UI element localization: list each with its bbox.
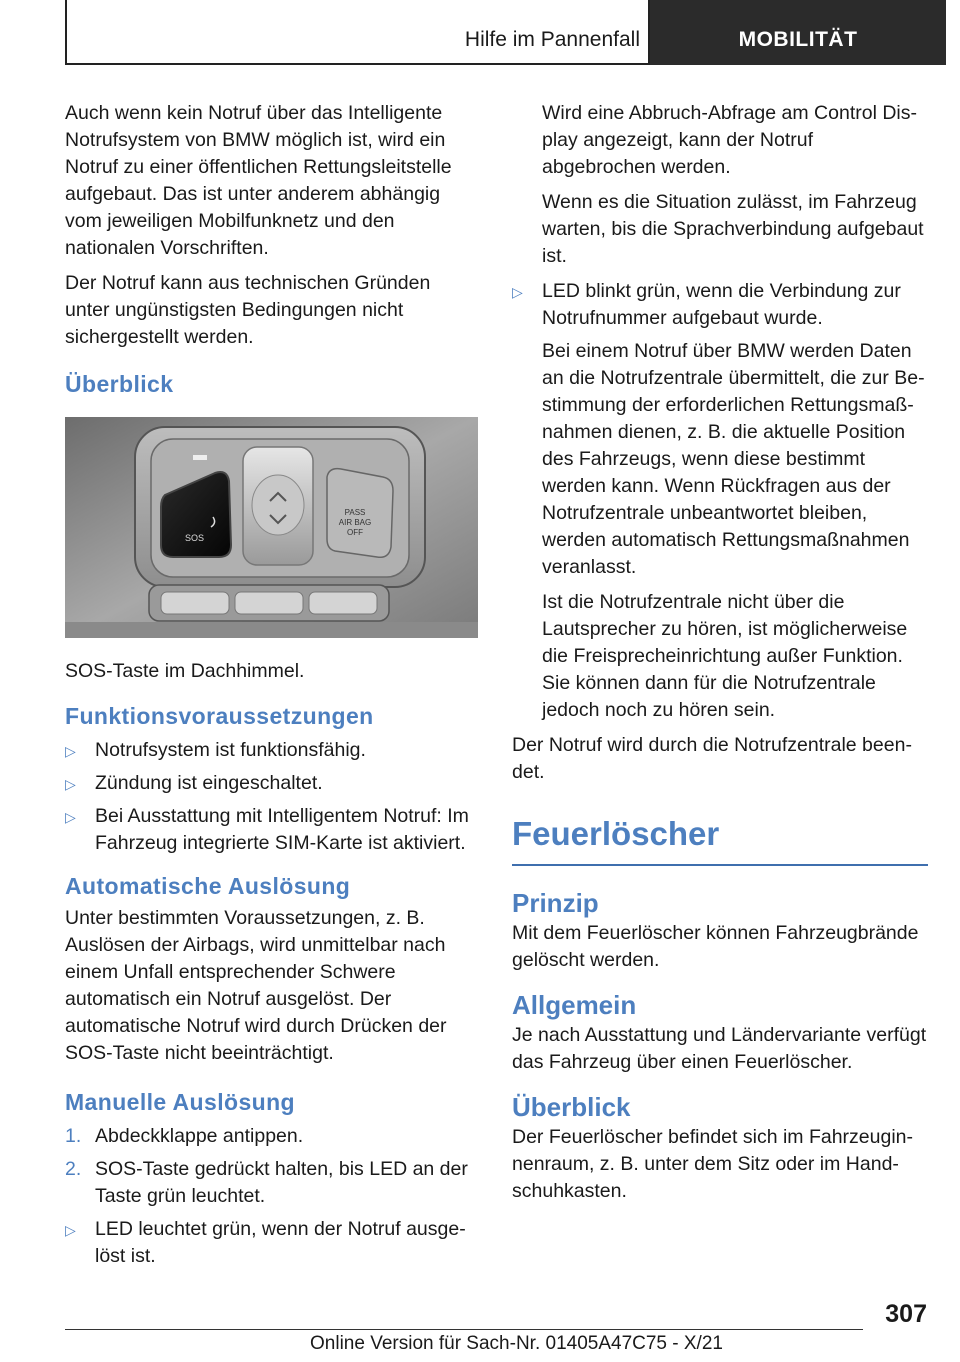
triangle-bullet-icon: ▷	[512, 284, 523, 300]
extinguisher-location-paragraph: Der Feuerlöscher befindet sich im Fahrzeuginnenraum, z. B. unter dem Sitz oder im Handschuhkasten.	[512, 1126, 914, 1202]
header-section-title: Hilfe im Pannenfall	[464, 28, 640, 51]
step-number: 1.	[65, 1125, 82, 1147]
heading-fire-extinguisher: Feuerlöscher	[512, 812, 928, 866]
sos-label: SOS	[185, 533, 205, 543]
list-item: ▷ LED leuchtet grün, wenn der Notruf ausgelöst ist.	[65, 1218, 466, 1267]
heading-automatic-trigger: Automatische Auslösung	[65, 873, 351, 899]
footer-rule	[65, 1329, 863, 1330]
photo-bottom-trim	[65, 622, 478, 638]
heading-overview-extinguisher: Überblick	[512, 1092, 631, 1122]
wait-info-paragraph: Wenn es die Situation zulässt, im Fahrzeug warten, bis die Sprachverbindung aufgebaut ist.	[542, 191, 924, 267]
heading-principle: Prinzip	[512, 888, 599, 918]
heading-general: Allgemein	[512, 990, 637, 1020]
sos-button-photo	[65, 417, 478, 638]
cancel-info-paragraph: Wird eine Abbruch-Abfrage am Control Display angezeigt, kann der Notruf abgebrochen werden.	[542, 102, 917, 178]
triangle-bullet-icon: ▷	[65, 776, 76, 792]
step-number: 2.	[65, 1158, 82, 1180]
footer-version-text: Online Version für Sach-Nr. 01405A47C75 - X/21	[310, 1333, 723, 1354]
triangle-bullet-icon: ▷	[65, 809, 76, 825]
list-item: ▷ Bei Ausstattung mit Intelligentem Notruf: Im Fahrzeug integrierte SIM-Karte ist aktiviert.	[65, 805, 469, 854]
list-item: ▷ LED blinkt grün, wenn die Verbindung zur Notrufnummer aufgebaut wurde.	[512, 280, 901, 329]
list-item: ▷ Zündung ist eingeschaltet.	[65, 770, 478, 797]
led-indicator	[193, 455, 207, 460]
step-item: 2. SOS-Taste gedrückt halten, bis LED an der Taste grün leuchtet.	[65, 1158, 468, 1207]
manual-result-list	[65, 1216, 478, 1270]
photo-caption: SOS-Taste im Dachhimmel.	[65, 660, 305, 682]
list-item: ▷ Notrufsystem ist funktionsfähig.	[65, 737, 478, 764]
airbag-label-off: OFF	[347, 528, 363, 537]
call-end-paragraph: Der Notruf wird durch die Notrufzentrale beendet.	[512, 734, 912, 783]
right-column	[512, 100, 928, 1213]
airbag-label-pass: PASS	[344, 508, 366, 517]
light-switch-right	[309, 592, 377, 614]
general-paragraph: Je nach Ausstattung und Ländervariante verfügt das Fahrzeug über einen Feuerlöscher.	[512, 1024, 927, 1073]
prerequisites-list	[65, 737, 478, 857]
light-switch-center	[235, 592, 303, 614]
airbag-label-airbag: AIR BAG	[338, 518, 372, 527]
triangle-bullet-icon: ▷	[65, 743, 76, 759]
data-transfer-paragraph: Bei einem Notruf über BMW werden Daten an die Notrufzentrale übermittelt, die zur Bestimmung der erforderlichen Rettungsmaßnahmen dienen, z. B. die aktuelle Position des Fahrzeugs, wenn diese bestimmt werden kann. Wenn Rückfragen aus der Notrufzentrale unbeantwortet bleiben, werden automatisch Rettungsmaßnahmen veranlasst.	[542, 340, 925, 578]
triangle-bullet-icon: ▷	[65, 1222, 76, 1238]
step-item: 1. Abdeckklappe antippen.	[65, 1123, 478, 1150]
manual-steps-list	[65, 1123, 478, 1210]
chapter-tab	[650, 0, 946, 65]
notice-paragraph: Der Notruf kann aus technischen Gründen unter ungünstigsten Bedingungen nicht sichergestellt werden.	[65, 272, 431, 348]
led-list	[512, 278, 928, 332]
header-left-rule	[65, 0, 67, 64]
header-bottom-rule	[65, 63, 650, 65]
heading-manual-trigger: Manuelle Auslösung	[65, 1089, 295, 1115]
slide-knob	[252, 475, 304, 535]
left-column	[65, 100, 478, 1276]
light-switch-left	[161, 592, 229, 614]
principle-paragraph: Mit dem Feuerlöscher können Fahrzeugbrände gelöscht werden.	[512, 922, 919, 971]
page-number: 307	[885, 1300, 927, 1328]
heading-overview: Überblick	[65, 371, 174, 397]
intro-paragraph: Auch wenn kein Notruf über das Intelligente Notrufsystem von BMW möglich ist, wird ein Notruf zu einer öffentlichen Rettungsleitstelle aufgebaut. Das ist unter anderem abhängig vom jeweiligen Mobilfunknetz und den nationalen Vorschriften.	[65, 102, 452, 259]
chapter-title: MOBILITÄT	[738, 28, 858, 51]
heading-prerequisites: Funktionsvoraussetzungen	[65, 703, 374, 729]
speaker-info-paragraph: Ist die Notrufzentrale nicht über die Lautsprecher zu hören, ist möglicherweise die Freisprecheinrichtung außer Funktion. Sie können dann für die Notrufzentrale jedoch noch zu hören sein.	[542, 591, 908, 721]
automatic-trigger-paragraph: Unter bestimmten Voraussetzungen, z. B. Auslösen der Airbags, wird unmittelbar nach einem Unfall entsprechender Schwere automatisch ein Notruf ausgelöst. Der automatische Notruf wird durch Drücken der SOS-Taste nicht beeinträchtigt.	[65, 907, 447, 1064]
